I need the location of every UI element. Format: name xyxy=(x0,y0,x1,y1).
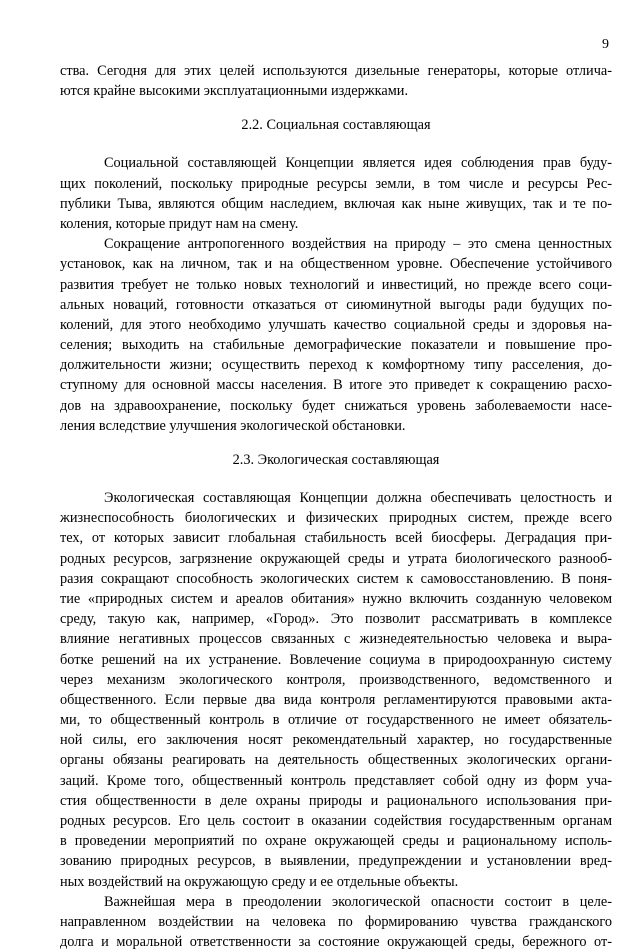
text-line: общественного. Если первые два вида контроля регламентируются правовыми акта- xyxy=(60,691,612,708)
text-line: дов на здравоохранение, поскольку будет снижаться уровень заболеваемости насе- xyxy=(60,397,612,414)
paragraph xyxy=(60,234,612,436)
text-line: ются крайне высокими эксплуатационными издержками. xyxy=(60,83,409,100)
text-line: альных новаций, готовности отказаться от сиюминутной выгоды ради будущих по- xyxy=(60,296,612,313)
text-line: среду, такую как, например, «Город». Это позволит рассматривать в комплексе xyxy=(60,611,612,628)
text-line: ботке решений на их устранение. Вовлечение социума в природоохранную систему xyxy=(60,651,612,668)
text-line: селения; выходить на стабильные демографические показатели и повышение про- xyxy=(60,337,612,354)
paragraph xyxy=(60,488,612,892)
paragraph xyxy=(60,153,612,234)
text-line: Экологическая составляющая Концепции должна обеспечивать целостность и xyxy=(104,490,612,506)
text-line: ступному для основной массы населения. В итоге это приведет к сокращению расхо- xyxy=(60,377,612,394)
text-line: колений, для этого необходимо улучшать качество социальной среды и здоровья на- xyxy=(60,316,612,333)
text-line: влияние негативных процессов связанных с жизнедеятельностью человека и выра- xyxy=(60,631,612,648)
text-line: родных ресурсов, загрязнение окружающей среды и утрата биологического разнооб- xyxy=(60,550,612,567)
text-line: Социальной составляющей Концепции является идея соблюдения прав буду- xyxy=(104,155,612,172)
text-line: ства. Сегодня для этих целей используются дизельные генераторы, которые отлича- xyxy=(60,63,612,79)
text-line: щих поколений, поскольку природные ресурсы земли, в том числе и ресурсы Рес- xyxy=(60,175,612,192)
text-line: тех, от которых зависит глобальная стабильность всей биосферы. Деградация при- xyxy=(60,530,612,547)
text-line: органы обязаны реагировать на деятельность общественных экологических органи- xyxy=(60,752,612,769)
text-line: разия сокращают способность экологических систем к самовосстановлению. В поня- xyxy=(60,570,612,587)
text-line: ления вследствие улучшения экологической обстановки. xyxy=(60,417,406,434)
text-line: стия общественности в деле охраны природы и рационального использования при- xyxy=(60,792,612,809)
text-line: ной силы, его заключения носят рекомендательный характер, но государственные xyxy=(60,732,612,749)
text-line: долга и моральной ответственности за состояние окружающей среды, бережного от- xyxy=(60,934,612,951)
section-heading-ecological: 2.3. Экологическая составляющая xyxy=(232,452,440,468)
text-line: установок, как на личном, так и на общественном уровне. Обеспечение устойчивого xyxy=(60,256,612,273)
text-line: развития требует не только новых технологий и инвестиций, но прежде всего соци- xyxy=(60,276,612,293)
paragraph xyxy=(60,892,612,952)
text-line: публики Тыва, являются общим наследием, включая как ныне живущих, так и те по- xyxy=(60,195,612,212)
text-line: ми, то общественный контроль в отличие от государственного не имеет обязатель- xyxy=(60,712,612,729)
text-line: Сокращение антропогенного воздействия на природу – это смена ценностных xyxy=(104,236,612,253)
text-line: через механизм экологического контроля, производственного, ведомственного и xyxy=(60,671,612,688)
text-line: направленном воздействии на человека по формированию чувства гражданского xyxy=(60,913,612,930)
text-line: жизнеспособность биологических и физических природных систем, прежде всего xyxy=(60,510,612,527)
text-line: ных воздействий на окружающую среду и ее отдельные объекты. xyxy=(60,873,459,890)
paragraph-continuation xyxy=(60,61,612,101)
text-line: коления, которые придут нам на смену. xyxy=(60,215,299,232)
text-line: тие «природных систем и ареалов обитания» нужно включить созданную человеком xyxy=(60,590,612,607)
text-line: родных ресурсов. Его цель состоит в оказании содействия государственным органам xyxy=(60,813,612,829)
text-line: заций. Кроме того, общественный контроль представляет собой одну из форм уча- xyxy=(60,772,612,789)
text-line: в проведении мероприятий по охране окружающей среды и рациональному исполь- xyxy=(60,833,612,850)
text-line: Важнейшая мера в преодолении экологической опасности состоит в целе- xyxy=(104,893,612,910)
page-number: 9 xyxy=(602,37,609,52)
text-line: зованию природных ресурсов, в выявлении, предупреждении и установлении вред- xyxy=(60,853,612,870)
body-text xyxy=(60,61,612,952)
text-line: должительности жизни; осуществить переход к комфортному типу расселения, до- xyxy=(60,357,612,374)
section-heading-social: 2.2. Социальная составляющая xyxy=(241,117,431,134)
